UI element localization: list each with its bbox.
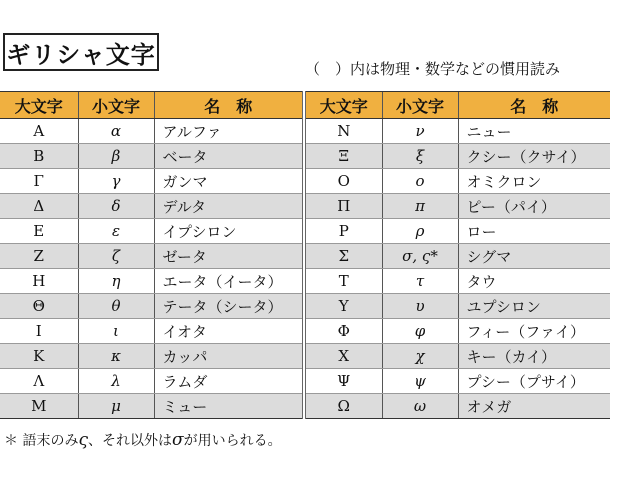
table-row — [0, 319, 610, 344]
right-letter-name: ニュー — [458, 119, 610, 144]
left-upper-letter: Λ — [0, 369, 78, 394]
right-upper-letter: Ο — [304, 169, 382, 194]
table-row — [0, 344, 610, 369]
header-upper-right: 大文字 — [304, 92, 382, 119]
left-letter-name: ガンマ — [154, 169, 304, 194]
header-name-right: 名 称 — [458, 92, 610, 119]
right-upper-letter: Χ — [304, 344, 382, 369]
footnote-text: が用いられる。 — [183, 433, 282, 449]
left-upper-letter: Μ — [0, 394, 78, 419]
left-letter-name: ミュー — [154, 394, 304, 419]
left-upper-letter: Δ — [0, 194, 78, 219]
right-upper-letter: Φ — [304, 319, 382, 344]
left-letter-name: イプシロン — [154, 219, 304, 244]
table-row — [0, 269, 610, 294]
right-upper-letter: Ψ — [304, 369, 382, 394]
table-row — [0, 369, 610, 394]
left-letter-name: アルファ — [154, 119, 304, 144]
left-lower-letter: β — [78, 144, 154, 169]
right-letter-name: ロー — [458, 219, 610, 244]
left-upper-letter: Κ — [0, 344, 78, 369]
right-letter-name: フィー（ファイ） — [458, 319, 610, 344]
right-letter-name: オミクロン — [458, 169, 610, 194]
right-lower-letter: χ — [382, 344, 458, 369]
table-row — [0, 244, 610, 269]
right-upper-letter: Υ — [304, 294, 382, 319]
left-upper-letter: Γ — [0, 169, 78, 194]
right-upper-letter: Π — [304, 194, 382, 219]
right-letter-name: ピー（パイ） — [458, 194, 610, 219]
right-lower-letter: ο — [382, 169, 458, 194]
right-upper-letter: Ξ — [304, 144, 382, 169]
right-letter-name: クシー（クサイ） — [458, 144, 610, 169]
left-letter-name: ゼータ — [154, 244, 304, 269]
left-lower-letter: γ — [78, 169, 154, 194]
left-upper-letter: Ε — [0, 219, 78, 244]
right-letter-name: オメガ — [458, 394, 610, 419]
left-upper-letter: Θ — [0, 294, 78, 319]
left-lower-letter: θ — [78, 294, 154, 319]
left-letter-name: ベータ — [154, 144, 304, 169]
right-lower-letter: φ — [382, 319, 458, 344]
left-upper-letter: Β — [0, 144, 78, 169]
left-upper-letter: Α — [0, 119, 78, 144]
footnote — [4, 430, 282, 450]
left-lower-letter: λ — [78, 369, 154, 394]
header-lower-left: 小文字 — [78, 92, 154, 119]
right-upper-letter: Τ — [304, 269, 382, 294]
right-letter-name: プシー（プサイ） — [458, 369, 610, 394]
right-upper-letter: Ν — [304, 119, 382, 144]
left-letter-name: エータ（イータ） — [154, 269, 304, 294]
right-upper-letter: Ρ — [304, 219, 382, 244]
header-name-left: 名 称 — [154, 92, 304, 119]
right-letter-name: シグマ — [458, 244, 610, 269]
right-lower-letter: ν — [382, 119, 458, 144]
left-upper-letter: Ζ — [0, 244, 78, 269]
right-lower-letter: σ, ς* — [382, 244, 458, 269]
table-row — [0, 144, 610, 169]
right-lower-letter: ψ — [382, 369, 458, 394]
footnote-text: ＊ 語末のみ — [4, 433, 79, 449]
page-title: ギリシャ文字 — [3, 33, 159, 71]
header-lower-right: 小文字 — [382, 92, 458, 119]
right-upper-letter: Σ — [304, 244, 382, 269]
left-letter-name: テータ（シータ） — [154, 294, 304, 319]
footnote-text: 、それ以外は — [87, 433, 172, 449]
left-letter-name: カッパ — [154, 344, 304, 369]
right-letter-name: ユプシロン — [458, 294, 610, 319]
table-row — [0, 394, 610, 419]
left-lower-letter: ζ — [78, 244, 154, 269]
left-letter-name: ラムダ — [154, 369, 304, 394]
header-upper-left: 大文字 — [0, 92, 78, 119]
left-lower-letter: κ — [78, 344, 154, 369]
right-lower-letter: ξ — [382, 144, 458, 169]
left-lower-letter: α — [78, 119, 154, 144]
final-sigma-symbol: ς — [78, 430, 88, 450]
right-lower-letter: υ — [382, 294, 458, 319]
right-lower-letter: τ — [382, 269, 458, 294]
table-row — [0, 294, 610, 319]
right-upper-letter: Ω — [304, 394, 382, 419]
left-letter-name: イオタ — [154, 319, 304, 344]
left-letter-name: デルタ — [154, 194, 304, 219]
table-row — [0, 194, 610, 219]
left-lower-letter: δ — [78, 194, 154, 219]
left-lower-letter: μ — [78, 394, 154, 419]
left-lower-letter: ι — [78, 319, 154, 344]
table-row — [0, 219, 610, 244]
right-letter-name: キー（カイ） — [458, 344, 610, 369]
sigma-symbol: σ — [171, 430, 184, 450]
right-lower-letter: ρ — [382, 219, 458, 244]
left-upper-letter: Η — [0, 269, 78, 294]
table-row — [0, 119, 610, 144]
right-lower-letter: π — [382, 194, 458, 219]
left-lower-letter: η — [78, 269, 154, 294]
left-lower-letter: ε — [78, 219, 154, 244]
reading-note: （ ）内は物理・数学などの慣用読み — [305, 60, 561, 78]
right-letter-name: タウ — [458, 269, 610, 294]
table-row — [0, 169, 610, 194]
table-header-row — [0, 92, 610, 119]
left-upper-letter: Ι — [0, 319, 78, 344]
greek-alphabet-table — [0, 91, 610, 419]
right-lower-letter: ω — [382, 394, 458, 419]
